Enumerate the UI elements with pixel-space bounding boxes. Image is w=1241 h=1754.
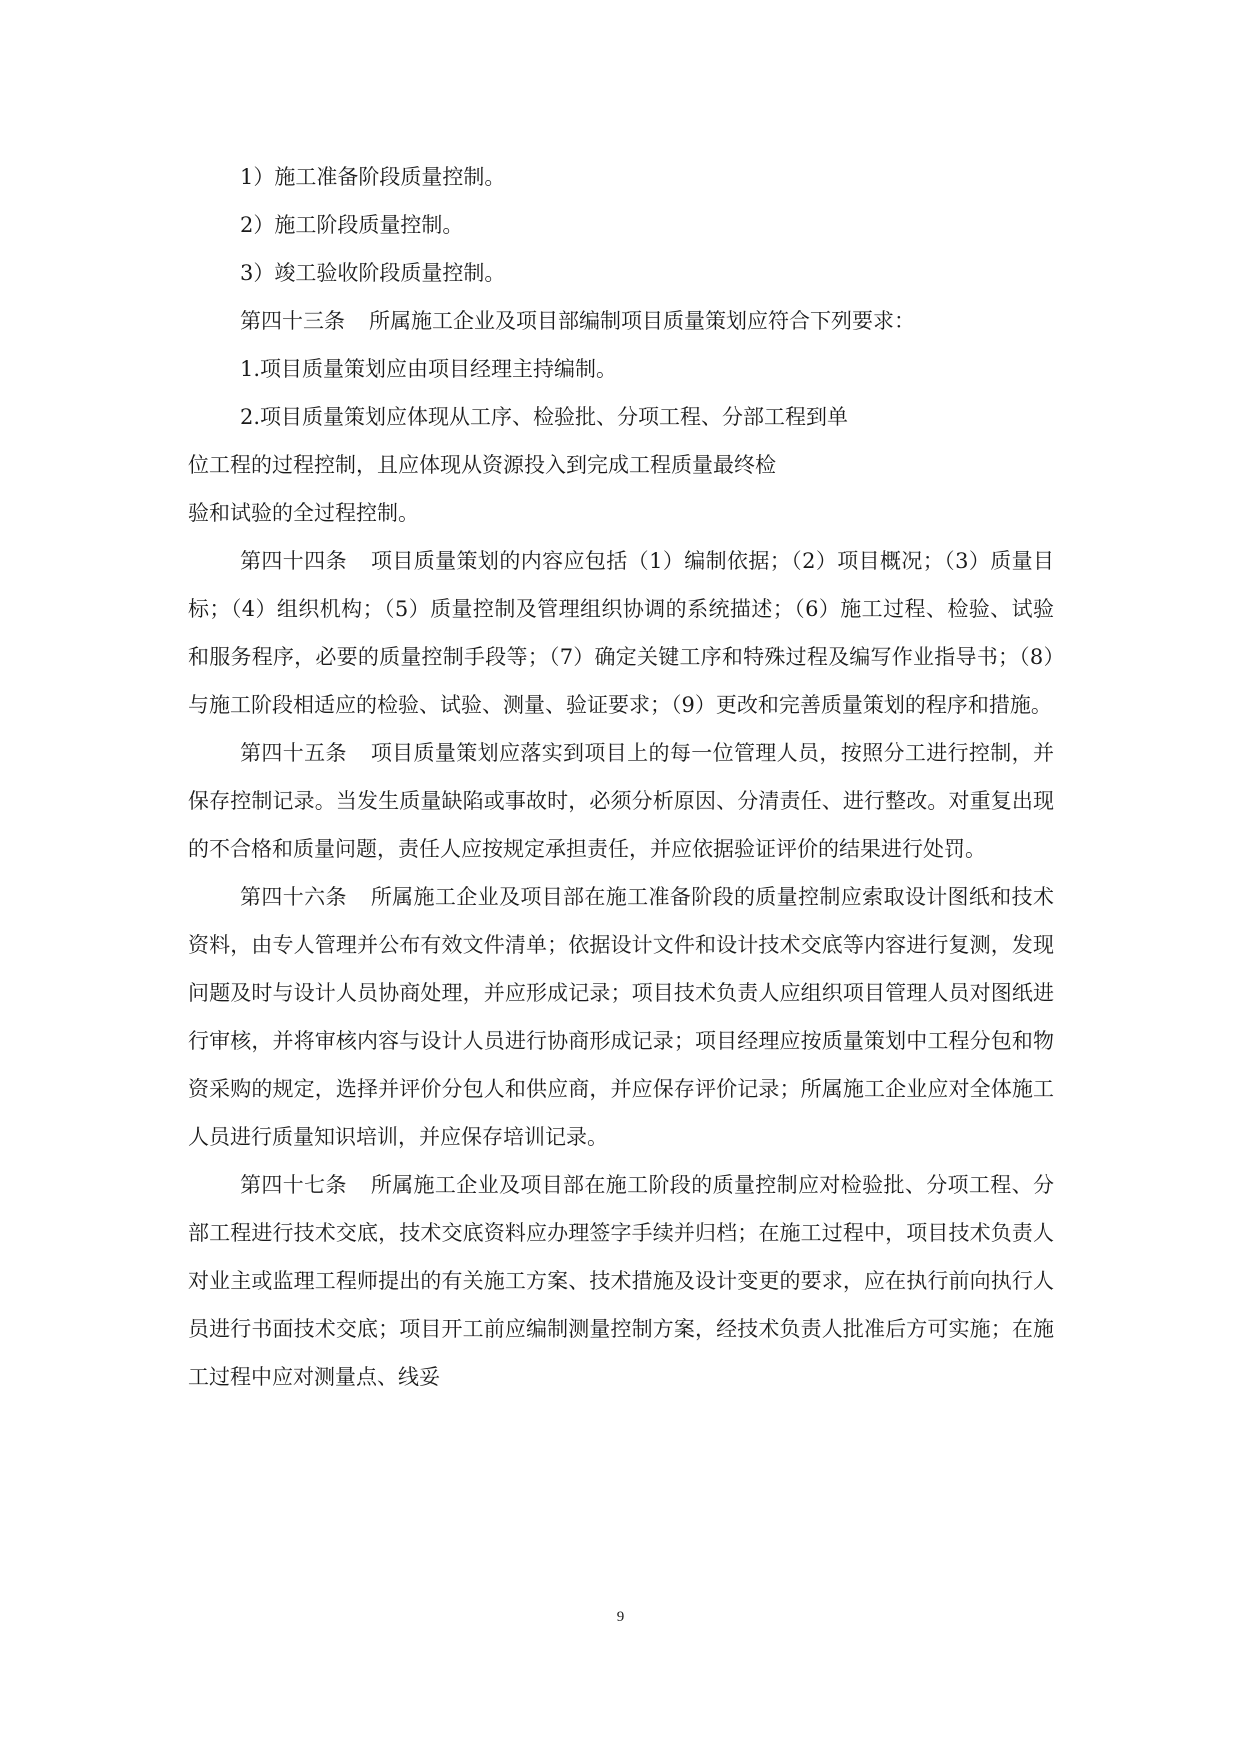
article-43 — [188, 297, 1054, 345]
article-text: 项目质量策划的内容应包括（1）编制依据；（2）项目概况；（3）质量目标；（4）组织机构；（5）质量控制及管理组织协调的系统描述；（6）施工过程、检验、试验和服务程序，必要的质量控制手段等；（7）确定关键工序和特殊过程及编写作业指导书；（8）与施工阶段相适应的检验、试验、测量、验证要求；（9）更改和完善质量策划的程序和措施。 — [188, 549, 1054, 717]
article-44 — [188, 537, 1054, 729]
article-text: 所属施工企业及项目部在施工准备阶段的质量控制应索取设计图纸和技术资料，由专人管理并公布有效文件清单；依据设计文件和设计技术交底等内容进行复测，发现问题及时与设计人员协商处理，并应形成记录；项目技术负责人应组织项目管理人员对图纸进行审核，并将审核内容与设计人员进行协商形成记录；项目经理应按质量策划中工程分包和物资采购的规定，选择并评价分包人和供应商，并应保存评价记录；所属施工企业应对全体施工人员进行质量知识培训，并应保存培训记录。 — [188, 885, 1055, 1149]
article-text: 项目质量策划应落实到项目上的每一位管理人员，按照分工进行控制，并保存控制记录。当发生质量缺陷或事故时，必须分析原因、分清责任、进行整改。对重复出现的不合格和质量问题，责任人应按规定承担责任，并应依据验证评价的结果进行处罚。 — [188, 741, 1055, 861]
article-number: 第四十三条 — [240, 309, 345, 333]
article-43-item-2-line: 位工程的过程控制，且应体现从资源投入到完成工程质量最终检 — [188, 453, 776, 477]
list-item: 2）施工阶段质量控制。 — [240, 213, 464, 237]
article-number: 第四十四条 — [240, 549, 347, 573]
article-number: 第四十七条 — [240, 1173, 347, 1197]
list-item: 3）竣工验收阶段质量控制。 — [240, 261, 506, 285]
article-text: 所属施工企业及项目部在施工阶段的质量控制应对检验批、分项工程、分部工程进行技术交底，技术交底资料应办理签字手续并归档；在施工过程中，项目技术负责人对业主或监理工程师提出的有关施工方案、技术措施及设计变更的要求，应在执行前向执行人员进行书面技术交底；项目开工前应编制测量控制方案，经技术负责人批准后方可实施；在施工过程中应对测量点、线妥 — [188, 1173, 1055, 1389]
article-46 — [188, 873, 1054, 1161]
article-43-item-2-line: 验和试验的全过程控制。 — [188, 501, 419, 525]
article-number: 第四十五条 — [240, 741, 347, 765]
article-45 — [188, 729, 1054, 873]
article-43-item-2-line: 2.项目质量策划应体现从工序、检验批、分项工程、分部工程到单 — [240, 405, 849, 429]
list-item: 1）施工准备阶段质量控制。 — [240, 165, 506, 189]
article-text: 所属施工企业及项目部编制项目质量策划应符合下列要求： — [369, 309, 915, 333]
article-47 — [188, 1161, 1054, 1401]
article-number: 第四十六条 — [240, 885, 347, 909]
page-number: 9 — [616, 1609, 625, 1625]
document-body — [188, 153, 1054, 1401]
article-43-item-1: 1.项目质量策划应由项目经理主持编制。 — [240, 357, 618, 381]
